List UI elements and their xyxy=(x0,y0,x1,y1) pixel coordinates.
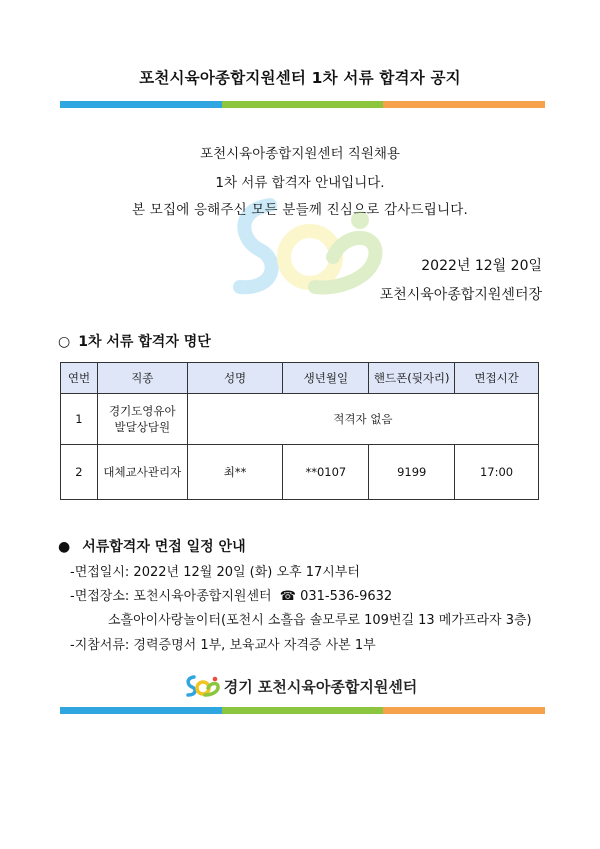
table-row xyxy=(61,445,539,500)
phone-number: 031-536-9632 xyxy=(300,589,393,604)
header-name: 성명 xyxy=(187,363,283,394)
interview-place-line-2: 소흘아이사랑놀이터(포천시 소흘읍 솔모루로 109번길 13 메가프라자 3층) xyxy=(108,613,532,628)
bar-segment-blue xyxy=(60,101,222,108)
bar-segment-green xyxy=(222,707,384,714)
footer-logo xyxy=(0,674,600,698)
phone-icon: ☎ xyxy=(279,589,296,604)
schedule-heading-text: 서류합격자 면접 일정 안내 xyxy=(82,539,246,555)
center-logo-icon xyxy=(183,674,221,698)
cell-note: 적격자 없음 xyxy=(187,394,538,445)
footer-org-name: 경기 포천시육아종합지원센터 xyxy=(223,677,418,696)
intro-line-3: 본 모집에 응해주신 모든 분들께 진심으로 감사드립니다. xyxy=(132,202,468,218)
cell-job-line2: 발달상담원 xyxy=(114,420,171,434)
table-row xyxy=(61,394,539,445)
bar-segment-orange xyxy=(383,707,545,714)
page-title: 포천시육아종합지원센터 1차 서류 합격자 공지 xyxy=(139,69,461,87)
interview-place-line xyxy=(70,585,392,604)
intro-line-1: 포천시육아종합지원센터 직원채용 xyxy=(200,146,400,162)
notice-date: 2022년 12월 20일 xyxy=(421,258,542,274)
bar-segment-green xyxy=(222,101,384,108)
header-birth: 생년월일 xyxy=(283,363,369,394)
bar-segment-orange xyxy=(383,101,545,108)
header-phone: 핸드폰(뒷자리) xyxy=(369,363,455,394)
cell-no: 2 xyxy=(61,445,98,500)
filled-bullet-icon: ● xyxy=(58,539,71,555)
roster-heading-text: 1차 서류 합격자 명단 xyxy=(78,334,211,350)
bottom-color-bar xyxy=(60,707,545,714)
header-no: 연번 xyxy=(61,363,98,394)
cell-birth: **0107 xyxy=(283,445,369,500)
header-time: 면접시간 xyxy=(455,363,539,394)
cell-job xyxy=(97,394,187,445)
cell-phone: 9199 xyxy=(369,445,455,500)
required-documents-line: -지참서류: 경력증명서 1부, 보육교사 자격증 사본 1부 xyxy=(70,638,376,653)
interview-date-line: -면접일시: 2022년 12월 20일 (화) 오후 17시부터 xyxy=(70,565,360,580)
circle-bullet-icon: ○ xyxy=(58,334,71,350)
signature: 포천시육아종합지원센터장 xyxy=(379,287,542,303)
cell-time: 17:00 xyxy=(455,445,539,500)
cell-name: 최** xyxy=(187,445,283,500)
intro-line-2: 1차 서류 합격자 안내입니다. xyxy=(215,175,385,191)
table-header-row xyxy=(61,363,539,394)
cell-job-line1: 경기도영유아 xyxy=(108,404,176,418)
schedule-heading xyxy=(58,536,246,556)
top-color-bar xyxy=(60,101,545,108)
interview-place-text: -면접장소: 포천시육아종합지원센터 xyxy=(70,589,272,604)
cell-job: 대체교사관리자 xyxy=(97,445,187,500)
roster-heading xyxy=(58,331,211,351)
bar-segment-blue xyxy=(60,707,222,714)
cell-no: 1 xyxy=(61,394,98,445)
roster-table xyxy=(60,362,539,500)
header-job: 직종 xyxy=(97,363,187,394)
